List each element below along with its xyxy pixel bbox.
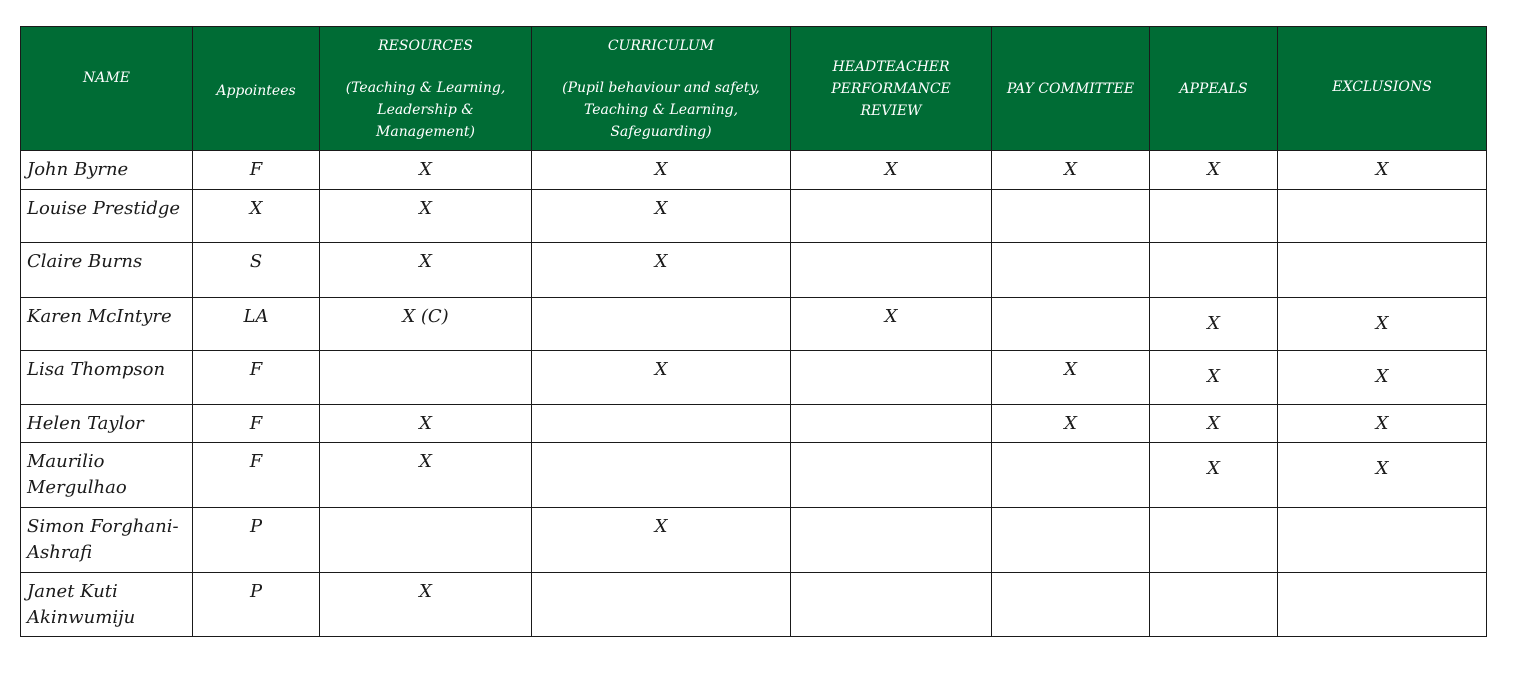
curriculum-cell: X bbox=[532, 190, 791, 243]
pay-committee-cell bbox=[992, 508, 1150, 573]
headteacher-review-cell bbox=[791, 573, 992, 637]
appeals-cell bbox=[1150, 190, 1278, 243]
table-row bbox=[21, 573, 1487, 637]
table-row bbox=[21, 508, 1487, 573]
pay-committee-cell: X bbox=[992, 405, 1150, 443]
pay-committee-cell: X bbox=[992, 351, 1150, 405]
headteacher-review-cell bbox=[791, 351, 992, 405]
header-pay-committee bbox=[992, 27, 1150, 151]
curriculum-cell: X bbox=[532, 151, 791, 190]
table-row bbox=[21, 405, 1487, 443]
pay-committee-cell bbox=[992, 243, 1150, 298]
curriculum-cell bbox=[532, 298, 791, 351]
exclusions-cell bbox=[1278, 298, 1487, 351]
appeals-cell bbox=[1150, 443, 1278, 508]
appointee-cell: LA bbox=[193, 298, 320, 351]
member-name: Karen McIntyre bbox=[21, 298, 193, 351]
appeals-mark: X bbox=[1207, 458, 1220, 479]
resources-cell bbox=[320, 508, 532, 573]
governor-committee-table bbox=[20, 26, 1487, 637]
exclusions-cell bbox=[1278, 190, 1487, 243]
header-appeals bbox=[1150, 27, 1278, 151]
resources-cell: X bbox=[320, 243, 532, 298]
header-headteacher-review bbox=[791, 27, 992, 151]
appeals-cell: X bbox=[1150, 151, 1278, 190]
appeals-cell bbox=[1150, 573, 1278, 637]
member-name: Helen Taylor bbox=[21, 405, 193, 443]
appeals-cell bbox=[1150, 351, 1278, 405]
header-appointees-title: Appointees bbox=[216, 82, 296, 99]
pay-committee-cell bbox=[992, 573, 1150, 637]
curriculum-cell: X bbox=[532, 243, 791, 298]
curriculum-cell bbox=[532, 443, 791, 508]
headteacher-review-cell: X bbox=[791, 298, 992, 351]
table-row bbox=[21, 151, 1487, 190]
exclusions-cell: X bbox=[1278, 151, 1487, 190]
member-name: Simon Forghani-Ashrafi bbox=[21, 508, 193, 573]
resources-cell: X bbox=[320, 405, 532, 443]
exclusions-cell bbox=[1278, 508, 1487, 573]
header-resources bbox=[320, 27, 532, 151]
member-name: Lisa Thompson bbox=[21, 351, 193, 405]
resources-cell: X bbox=[320, 443, 532, 508]
header-pay-title: PAY COMMITTEE bbox=[1006, 80, 1135, 97]
resources-cell: X bbox=[320, 190, 532, 243]
header-headteacher-title: HEADTEACHER PERFORMANCE REVIEW bbox=[831, 58, 951, 119]
appointee-cell: F bbox=[193, 443, 320, 508]
headteacher-review-cell: X bbox=[791, 151, 992, 190]
appointee-cell: F bbox=[193, 151, 320, 190]
headteacher-review-cell bbox=[791, 443, 992, 508]
header-resources-title: RESOURCES bbox=[378, 37, 473, 54]
table-row bbox=[21, 443, 1487, 508]
pay-committee-cell bbox=[992, 190, 1150, 243]
appointee-cell: S bbox=[193, 243, 320, 298]
appointee-cell: P bbox=[193, 508, 320, 573]
exclusions-mark: X bbox=[1375, 313, 1389, 334]
member-name: Janet Kuti Akinwumiju bbox=[21, 573, 193, 637]
curriculum-cell bbox=[532, 573, 791, 637]
header-appeals-title: APPEALS bbox=[1179, 80, 1248, 97]
curriculum-cell bbox=[532, 405, 791, 443]
headteacher-review-cell bbox=[791, 508, 992, 573]
curriculum-cell: X bbox=[532, 351, 791, 405]
table-row bbox=[21, 351, 1487, 405]
header-row bbox=[21, 27, 1487, 151]
exclusions-cell bbox=[1278, 573, 1487, 637]
pay-committee-cell bbox=[992, 443, 1150, 508]
pay-committee-cell: X bbox=[992, 151, 1150, 190]
appeals-cell bbox=[1150, 508, 1278, 573]
member-name: Louise Prestidge bbox=[21, 190, 193, 243]
exclusions-mark: X bbox=[1375, 458, 1389, 479]
exclusions-cell bbox=[1278, 243, 1487, 298]
table-row bbox=[21, 243, 1487, 298]
exclusions-cell bbox=[1278, 443, 1487, 508]
header-curriculum-subtitle: (Pupil behaviour and safety, Teaching & Learning, Safeguarding) bbox=[562, 79, 760, 140]
appointee-cell: X bbox=[193, 190, 320, 243]
header-appointees bbox=[193, 27, 320, 151]
table-row bbox=[21, 190, 1487, 243]
appointee-cell: P bbox=[193, 573, 320, 637]
header-curriculum bbox=[532, 27, 791, 151]
resources-cell bbox=[320, 351, 532, 405]
exclusions-mark: X bbox=[1375, 366, 1389, 387]
header-name bbox=[21, 27, 193, 151]
table-row bbox=[21, 298, 1487, 351]
exclusions-cell: X bbox=[1278, 405, 1487, 443]
appeals-cell: X bbox=[1150, 405, 1278, 443]
pay-committee-cell bbox=[992, 298, 1150, 351]
member-name: Claire Burns bbox=[21, 243, 193, 298]
resources-cell: X bbox=[320, 573, 532, 637]
header-exclusions-title: EXCLUSIONS bbox=[1332, 78, 1432, 95]
appointee-cell: F bbox=[193, 405, 320, 443]
appeals-cell bbox=[1150, 243, 1278, 298]
headteacher-review-cell bbox=[791, 405, 992, 443]
header-resources-subtitle: (Teaching & Learning, Leadership & Management) bbox=[345, 79, 506, 140]
header-curriculum-title: CURRICULUM bbox=[607, 37, 715, 54]
member-name: Maurilio Mergulhao bbox=[21, 443, 193, 508]
exclusions-cell bbox=[1278, 351, 1487, 405]
resources-cell: X (C) bbox=[320, 298, 532, 351]
headteacher-review-cell bbox=[791, 190, 992, 243]
appeals-mark: X bbox=[1207, 313, 1220, 334]
header-exclusions bbox=[1278, 27, 1487, 151]
headteacher-review-cell bbox=[791, 243, 992, 298]
appeals-cell bbox=[1150, 298, 1278, 351]
header-name-title: NAME bbox=[83, 69, 130, 86]
resources-cell: X bbox=[320, 151, 532, 190]
appointee-cell: F bbox=[193, 351, 320, 405]
curriculum-cell: X bbox=[532, 508, 791, 573]
appeals-mark: X bbox=[1207, 366, 1220, 387]
member-name: John Byrne bbox=[21, 151, 193, 190]
